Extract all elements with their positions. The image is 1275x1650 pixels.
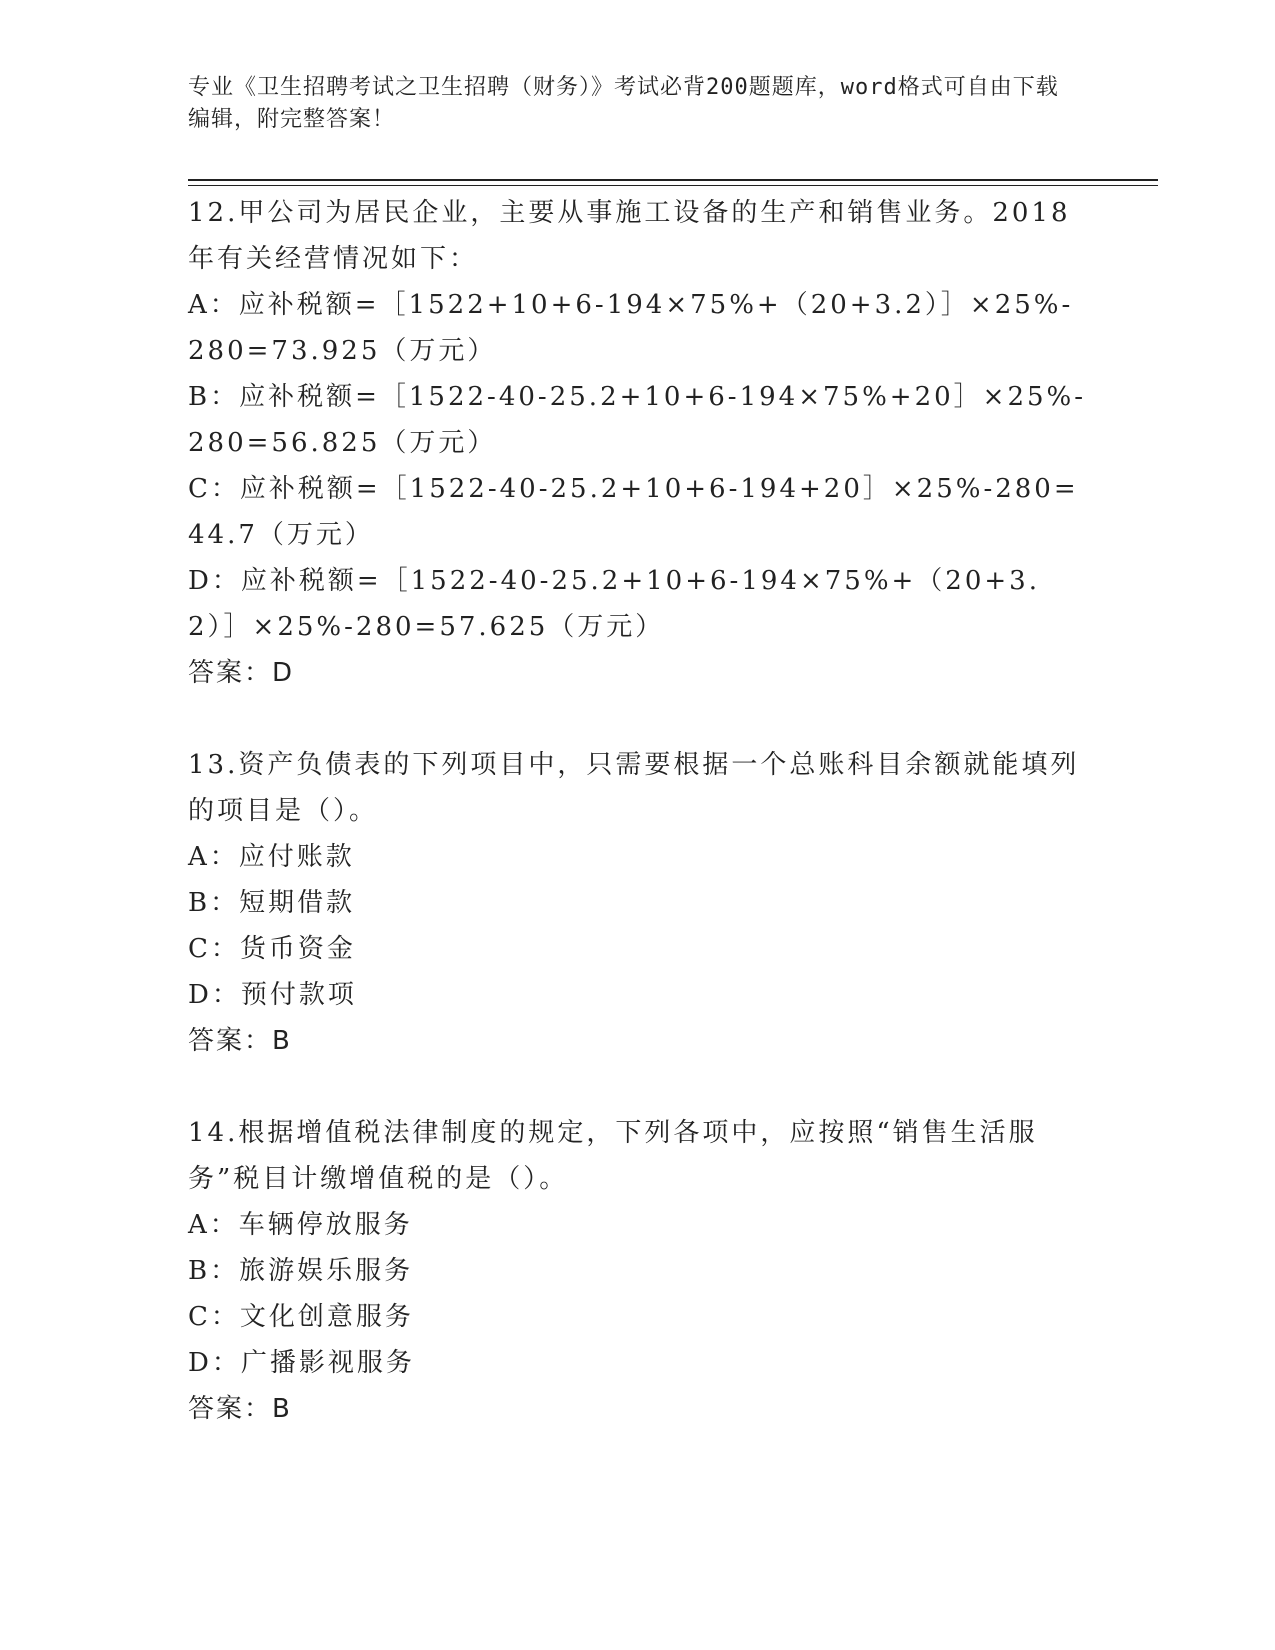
option-a: A：应付账款	[188, 842, 355, 872]
option-b: B：应补税额=［1522-40-25.2+10+6-194×75%+20］×25%-280=56.825（万元）	[188, 382, 1087, 458]
option-d: D：广播影视服务	[188, 1348, 415, 1378]
option-b: B：短期借款	[188, 888, 356, 918]
question-stem: 12.甲公司为居民企业，主要从事施工设备的生产和销售业务。2018年有关经营情况如下：	[188, 198, 1071, 274]
header-rule-thick	[188, 179, 1158, 181]
questions-container	[188, 190, 1088, 1432]
answer: 答案：B	[188, 1026, 292, 1056]
answer: 答案：D	[188, 658, 295, 688]
question-stem: 13.资产负债表的下列项目中，只需要根据一个总账科目余额就能填列的项目是（）。	[188, 750, 1080, 826]
option-c: C：货币资金	[188, 934, 356, 964]
question-spacer	[188, 696, 1088, 742]
answer: 答案：B	[188, 1394, 292, 1424]
document-header: 专业《卫生招聘考试之卫生招聘（财务）》考试必背200题题库，word格式可自由下载编辑，附完整答案！	[188, 75, 1059, 132]
question-stem: 14.根据增值税法律制度的规定，下列各项中，应按照“销售生活服务”税目计缴增值税的是（）。	[188, 1118, 1038, 1194]
option-b: B：旅游娱乐服务	[188, 1256, 414, 1286]
header-rule-thin	[188, 185, 1158, 186]
option-a: A：应补税额=［1522+10+6-194×75%+（20+3.2）］×25%-280=73.925（万元）	[188, 290, 1074, 366]
option-c: C：应补税额=［1522-40-25.2+10+6-194+20］×25%-280=44.7（万元）	[188, 474, 1079, 550]
question-13	[188, 742, 1088, 1064]
option-c: C：文化创意服务	[188, 1302, 414, 1332]
option-a: A：车辆停放服务	[188, 1210, 413, 1240]
question-12	[188, 190, 1088, 696]
question-spacer	[188, 1064, 1088, 1110]
option-d: D：应补税额=［1522-40-25.2+10+6-194×75%+（20+3.2）］×25%-280=57.625（万元）	[188, 566, 1040, 642]
option-d: D：预付款项	[188, 980, 357, 1010]
question-14	[188, 1110, 1088, 1432]
